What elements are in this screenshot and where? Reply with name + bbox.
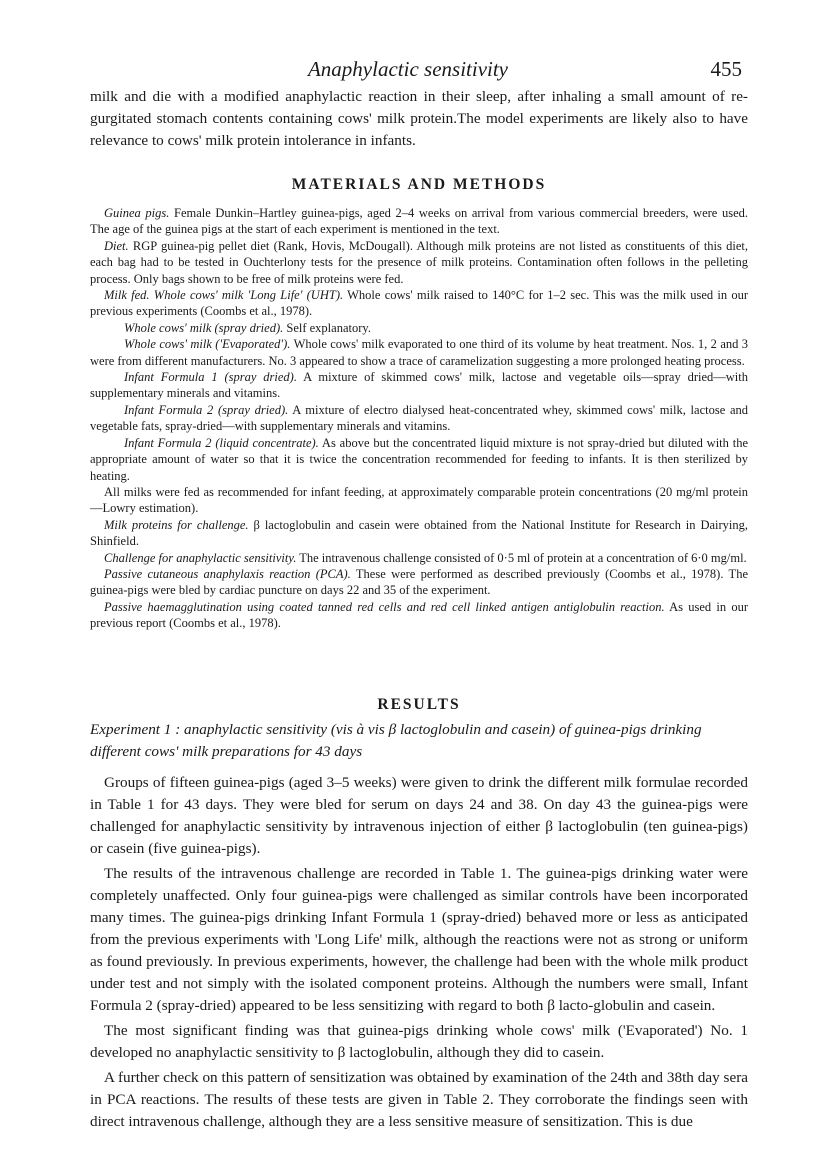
method-entry-long-life-milk bbox=[90, 287, 748, 320]
method-label: Whole cows' milk (spray dried). bbox=[124, 320, 284, 335]
method-entry-diet bbox=[90, 238, 748, 287]
method-text: Whole cows' milk evaporated to one third of its volume by heat treatment. Nos. 1, 2 and 3 were from different manufacturers. No. 3 appeared to show a trace of caramelization suggesting a more prolonged heating process. bbox=[90, 337, 749, 368]
method-entry-milk-proteins bbox=[90, 517, 748, 550]
method-label: Milk proteins for challenge. bbox=[104, 517, 249, 532]
method-entry-pca bbox=[90, 566, 748, 599]
method-label: Challenge for anaphylactic sensitivity. bbox=[104, 550, 297, 565]
method-text: Whole cows' milk raised to 140°C for 1–2 sec. This was the milk used in our previous experiments (Coombs et al., 1978). bbox=[90, 288, 748, 319]
method-text: The intravenous challenge consisted of 0·5 ml of protein at a concentration of 6·0 mg/ml. bbox=[296, 550, 747, 565]
methods-entries bbox=[90, 205, 748, 632]
method-entry-guinea-pigs bbox=[90, 205, 748, 238]
method-text: β lactoglobulin and casein were obtained from the National Institute for Research in Dairying, Shinfield. bbox=[90, 517, 748, 549]
method-label: Passive cutaneous anaphylaxis reaction (PCA). bbox=[104, 566, 351, 581]
method-label: Diet. bbox=[104, 238, 129, 253]
method-text: These were performed as described previously (Coombs et al., 1978). The guinea-pigs were bled by cardiac puncture on days 22 and 35 of the experiment. bbox=[90, 566, 748, 598]
results-paragraph: Groups of fifteen guinea-pigs (aged 3–5 weeks) were given to drink the different milk formulae recorded in Table 1 for 43 days. They were bled for serum on days 24 and 38. On day 43 the guinea-pigs were challenged for anaphylactic sensitivity by intravenous injection of either β lactoglobulin (ten guinea-pigs) or casein (five guinea-pigs). bbox=[90, 774, 748, 857]
method-text: Self explanatory. bbox=[283, 320, 371, 335]
method-text: As used in our previous report (Coombs et al., 1978). bbox=[90, 599, 748, 631]
intro-block bbox=[90, 86, 748, 152]
method-label: Whole cows' milk ('Evaporated'). bbox=[124, 337, 291, 352]
method-entry-infant-formula-1 bbox=[90, 369, 748, 402]
method-text: Female Dunkin–Hartley guinea-pigs, aged 2–4 weeks on arrival from various commercial breeders, were used. The age of the guinea pigs at the start of each experiment is mentioned in the text. bbox=[90, 206, 748, 237]
results-section bbox=[90, 696, 748, 714]
intro-paragraph: milk and die with a modified anaphylactic reaction in their sleep, after inhaling a small amount of re-gurgitated stomach contents containing cows' milk protein.The model experiments are likely also to have relevance to cows' milk protein intolerance in infants. bbox=[90, 88, 748, 149]
method-entry-challenge bbox=[90, 550, 748, 566]
method-entry-evaporated-milk bbox=[90, 336, 748, 369]
method-entry-spray-dried-milk bbox=[90, 320, 748, 336]
method-text: A mixture of skimmed cows' milk, lactose and vegetable oils—spray dried—with supplementary minerals and vitamins. bbox=[90, 370, 748, 401]
results-paragraph: A further check on this pattern of sensitization was obtained by examination of the 24th and 38th day sera in PCA reactions. The results of these tests are given in Table 2. They corroborate the findings seen with direct intravenous challenge, although they are a less sensitive measure of sensitization. This is due bbox=[90, 1069, 748, 1130]
method-label: Infant Formula 2 (spray dried). bbox=[124, 402, 289, 417]
methods-heading: MATERIALS AND METHODS bbox=[291, 176, 547, 193]
results-body bbox=[90, 772, 748, 1133]
results-heading: RESULTS bbox=[377, 696, 461, 713]
method-label: Guinea pigs. bbox=[104, 206, 170, 220]
method-text: A mixture of electro dialysed heat-concentrated whey, skimmed cows' milk, lactose and vegetable fats, spray-dried—with supplementary minerals and vitamins. bbox=[90, 402, 748, 434]
method-entry-infant-formula-2-liquid bbox=[90, 435, 748, 484]
method-text: All milks were fed as recommended for infant feeding, at approximately comparable protein concentrations (20 mg/ml protein—Lowry estimation). bbox=[90, 484, 748, 516]
method-label: Passive haemagglutination using coated tanned red cells and red cell linked antigen antiglobulin reaction. bbox=[104, 599, 665, 614]
method-label: Infant Formula 1 (spray dried). bbox=[124, 370, 297, 385]
page-number: 455 bbox=[710, 57, 742, 81]
method-label: Infant Formula 2 (liquid concentrate). bbox=[124, 435, 319, 450]
method-label: Milk fed. Whole cows' milk 'Long Life' (UHT). bbox=[104, 288, 344, 303]
results-paragraph: The results of the intravenous challenge are recorded in Table 1. The guinea-pigs drinking water were completely unaffected. Only four guinea-pigs were challenged as similar controls have been incorporated many times. The guinea-pigs drinking Infant Formula 1 (spray-dried) behaved more or less as anticipated from the previous experiments with 'Long Life' milk, although the reactions were not as strong or uniform as found previously. In previous experiments, however, the challenge had been with the whole milk product under test and not simply with the isolated component proteins. Although the numbers were small, Infant Formula 2 (spray-dried) appeared to be less sensitizing with regard to both β lacto-globulin and casein. bbox=[90, 865, 748, 1014]
methods-section bbox=[90, 176, 748, 194]
method-text: As above but the concentrated liquid mixture is not spray-dried but diluted with the appropriate amount of water so that it is twice the concentration recommended for feeding to infants. It is then sterilized by heating. bbox=[90, 435, 748, 483]
method-entry-haemagglutination bbox=[90, 599, 748, 632]
method-entry-infant-formula-2-spray bbox=[90, 402, 748, 435]
experiment-title-block bbox=[90, 719, 748, 763]
running-title: Anaphylactic sensitivity bbox=[307, 57, 509, 81]
results-paragraph: The most significant finding was that guinea-pigs drinking whole cows' milk ('Evaporated') No. 1 developed no anaphylactic sensitivity to β lactoglobulin, although they did to casein. bbox=[90, 1022, 748, 1061]
method-entry-all-milks bbox=[90, 484, 748, 517]
method-text: RGP guinea-pig pellet diet (Rank, Hovis, McDougall). Although milk proteins are not listed as constituents of this diet, each bag had to be tested in Ouchterlony tests for the presence of milk proteins. Contamination often follows in the pelleting process. Only bags shown to be free of milk proteins were fed. bbox=[90, 238, 748, 286]
experiment-title: Experiment 1 : anaphylactic sensitivity (vis à vis β lactoglobulin and casein) of guinea-pigs drinking different cows' milk preparations for 43 days bbox=[90, 721, 702, 760]
